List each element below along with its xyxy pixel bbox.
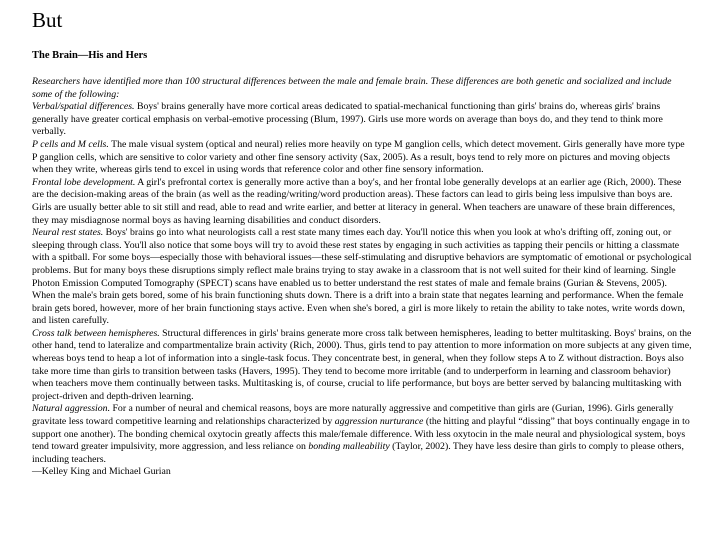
section-lead: P cells and M cells. (32, 138, 109, 150)
emphasis-term: bonding malleability (308, 441, 390, 453)
section-text: Boys' brains go into what neurologists call a rest state many times each day. You'll notice this when you look at who's drifting off, zoning out, or sleeping through class. You'll also notice that some boys will try to avoid these rest states by engaging in such activities as tapping their pencils or hitting a classmate with a spitball. For some boys—especially those with behavioral issues—these self-stimulating and disruptive behaviors are symptomatic of emotional or psychological problems. But for many boys these disruptions simply reflect male brains trying to stay awake in a classroom that is not well suited for their kind of learning. Single Photon Emission Computed Tomography (SPECT) scans have enabled us to better understand the rest states of male and female brains (Gurian & Stevens, 2005). When the male's brain gets bored, some of his brain functioning shuts down. There is a drift into a brain state that negates learning and performance. When the female brain gets bored, however, more of her brain functioning stays active. Even when she's bored, a girl is more likely to retain the ability to take notes, write words down, and listen carefully. (32, 227, 692, 327)
section-text: The male visual system (optical and neural) relies more heavily on type M ganglion cells, which detect movement. Girls generally have more type P ganglion cells, which are sensitive to color variety and other fine sensory activity (Sax, 2005). As a result, boys tend to rely more on pictures and moving objects when they write, whereas girls tend to excel in using words that reference color and other fine sensory information. (32, 138, 685, 176)
intro-paragraph: Researchers have identified more than 100 structural differences between the male and female brain. These differences are both genetic and socialized and include some of the following: (32, 76, 672, 100)
section-lead: Cross talk between hemispheres. (32, 327, 160, 339)
section-p-m-cells (32, 139, 692, 177)
section-natural-aggression (32, 403, 692, 466)
section-lead: Verbal/spatial differences. (32, 101, 135, 113)
slide-title: But (32, 8, 63, 32)
section-text: (Taylor, 2002). They have less desire than girls to comply to please others, including teachers. (32, 441, 684, 465)
attribution: —Kelley King and Michael Gurian (32, 466, 171, 478)
section-lead: Neural rest states. (32, 227, 104, 239)
section-neural-rest (32, 227, 692, 328)
section-text: A girl's prefrontal cortex is generally more active than a boy's, and her frontal lobe generally develops at an earlier age (Rich, 2000). These are the decision-making areas of the brain (as well as the reading/writing/word production areas). These factors can lead to girls being less impulsive than boys are. Girls are usually better able to sit still and read, able to read and write earlier, and better at literacy in general. When teachers are unaware of these brain differences, they may misdiagnose normal boys as having learning disabilities and conduct disorders. (32, 176, 682, 226)
section-frontal-lobe (32, 177, 692, 227)
section-text: Boys' brains generally have more cortical areas dedicated to spatial-mechanical functioning than girls' brains do, whereas girls' brains generally have greater cortical emphasis on verbal-emotive processing (Blum, 1997). Girls use more words on average than boys do, and they tend to think more verbally. (32, 101, 663, 138)
section-lead: Frontal lobe development. (32, 176, 136, 188)
section-verbal-spatial (32, 101, 692, 139)
section-text: (the hitting and playful “dissing” that boys continually engage in to support one another). The bonding chemical oxytocin greatly affects this male/female difference. With less oxytocin in the male neural and physiological system, boys tend toward greater impulsivity, more aggression, and less reliance on (32, 416, 690, 453)
section-lead: Natural aggression. (32, 403, 111, 415)
emphasis-term: aggression nurturance (334, 416, 424, 428)
article-body (32, 76, 692, 479)
document-page (32, 0, 692, 479)
section-text: Structural differences in girls' brains generate more cross talk between hemispheres, leading to better multitasking. Boys' brains, on the other hand, tend to lateralize and compartmentalize brain activity (Rich, 2000). Thus, girls tend to pay attention to more information on more subjects at any given time, whereas boys tend to heap a lot of information into a single-task focus. They concentrate best, in general, when they follow steps A to Z without distraction. Boys also take more time than girls to transition between tasks (Havers, 1995). They tend to become more irritable (and to underperform in learning and classroom behavior) when teachers move them continually between tasks. Multitasking is, of course, crucial to life performance, but boys are better served by balancing multitasking with project-driven and depth-driven learning. (32, 327, 692, 402)
section-cross-talk (32, 328, 692, 404)
section-text: For a number of neural and chemical reasons, boys are more naturally aggressive and competitive than girls are (Gurian, 1996). Girls generally gravitate less toward competitive learning and relationships characterized by (32, 403, 674, 428)
subtitle: The Brain—His and Hers (32, 50, 148, 61)
